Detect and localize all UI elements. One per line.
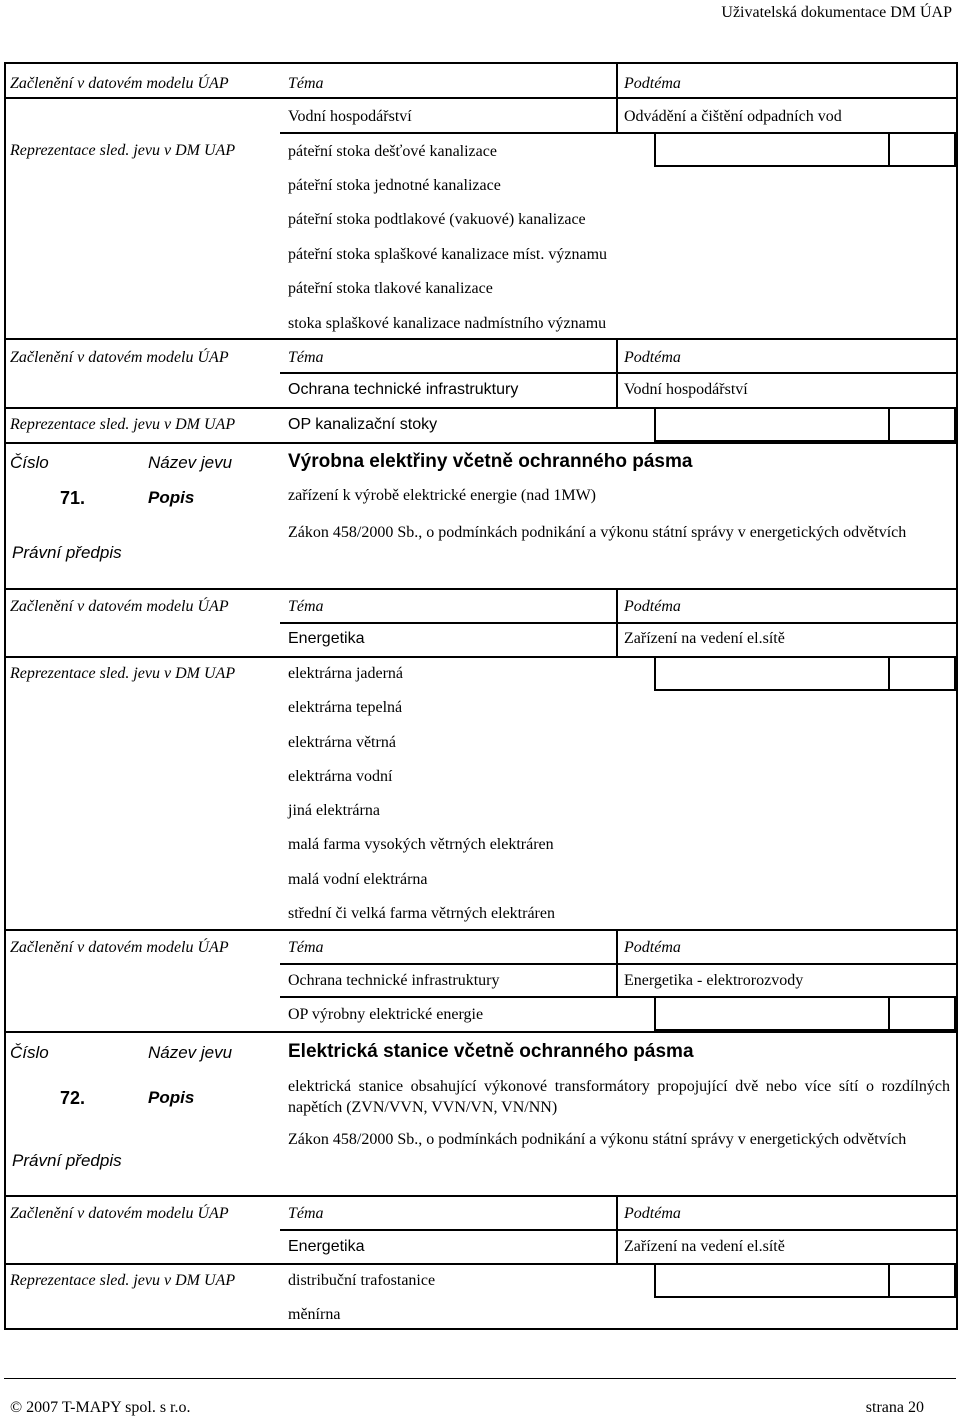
repr-item: elektrárna větrná [288,734,396,751]
row-divider [4,588,956,590]
tema-value: Ochrana technické infrastruktury [288,381,519,398]
podtema-label: Podtéma [624,598,681,615]
repr-item: elektrárna tepelná [288,699,403,716]
tema-label: Téma [288,75,324,92]
row-divider [4,1031,956,1033]
podtema-value: Zařízení na vedení el.sítě [624,1238,785,1255]
empty-cell [888,132,956,167]
jev-number: 72. [60,1088,86,1108]
repr-item: měnírna [288,1306,341,1323]
reprezentace-label: Reprezentace sled. jevu v DM UAP [10,665,236,682]
tema-label: Téma [288,939,324,956]
repr-item: malá vodní elektrárna [288,871,428,888]
podtema-label: Podtéma [624,75,681,92]
repr-item: páteřní stoka jednotné kanalizace [288,177,501,194]
tema-value: Vodní hospodářství [288,108,412,125]
row-divider [280,622,956,624]
repr-item: OP výrobny elektrické energie [288,1006,484,1023]
column-divider [616,1195,618,1265]
nazev-jevu-label: Název jevu [148,453,233,472]
repr-item: páteřní stoka splaškové kanalizace míst. významu [288,246,608,263]
footer-page-number: strana 20 [865,1399,924,1416]
reprezentace-label: Reprezentace sled. jevu v DM UAP [10,416,236,433]
popis-label: Popis [148,488,195,507]
row-divider [4,338,956,340]
repr-item: elektrárna jaderná [288,665,404,682]
zacleneni-label: Začlenění v datovém modelu ÚAP [10,1205,229,1222]
tema-label: Téma [288,349,324,366]
repr-item: střední či velká farma větrných elektráren [288,905,555,922]
tema-value: Ochrana technické infrastruktury [288,972,500,989]
row-divider [280,1229,956,1231]
repr-item: páteřní stoka podtlakové (vakuové) kanalizace [288,211,586,228]
podtema-label: Podtéma [624,349,681,366]
empty-cell [654,996,890,1031]
repr-item: OP kanalizační stoky [288,416,438,433]
jev-name: Výrobna elektřiny včetně ochranného pásma [288,451,693,472]
podtema-label: Podtéma [624,1205,681,1222]
empty-cell [654,132,890,167]
repr-item: distribuční trafostanice [288,1272,436,1289]
popis-value: zařízení k výrobě elektrické energie (nad 1MW) [288,487,596,504]
reprezentace-label: Reprezentace sled. jevu v DM UAP [10,1272,236,1289]
row-divider [4,929,956,931]
empty-cell [888,407,956,442]
jev-name: Elektrická stanice včetně ochranného pásma [288,1041,694,1062]
empty-cell [888,996,956,1031]
pravni-predpis-label: Právní předpis [12,1151,122,1170]
tema-value: Energetika [288,1238,365,1255]
pravni-predpis-value: Zákon 458/2000 Sb., o podmínkách podnikání a výkonu státní správy v energetických odvětvích [288,1131,907,1148]
row-divider [280,963,956,965]
empty-cell [888,1263,956,1298]
pravni-predpis-label: Právní předpis [12,543,122,562]
row-divider [280,372,956,374]
cislo-label: Číslo [10,1043,49,1062]
zacleneni-label: Začlenění v datovém modelu ÚAP [10,75,229,92]
row-divider [4,442,956,444]
repr-item: elektrárna vodní [288,768,393,785]
cislo-label: Číslo [10,453,49,472]
tema-label: Téma [288,598,324,615]
row-divider [4,97,956,99]
footer-copyright: © 2007 T-MAPY spol. s r.o. [10,1399,191,1416]
column-divider [616,588,618,658]
column-divider [616,338,618,409]
popis-label: Popis [148,1088,195,1107]
reprezentace-label: Reprezentace sled. jevu v DM UAP [10,142,236,159]
popis-value: elektrická stanice obsahující výkonové transformátory propojující dvě nebo více sítí o rozdílných napětích (ZVN/VVN, VVN/VN, VN/NN) [288,1078,950,1116]
podtema-value: Zařízení na vedení el.sítě [624,630,785,647]
repr-item: stoka splaškové kanalizace nadmístního významu [288,315,607,332]
repr-item: jiná elektrárna [288,802,380,819]
column-divider [616,929,618,998]
podtema-value: Vodní hospodářství [624,381,748,398]
empty-cell [654,656,890,691]
repr-item: páteřní stoka dešťové kanalizace [288,143,497,160]
empty-cell [888,656,956,691]
tema-label: Téma [288,1205,324,1222]
podtema-value: Energetika - elektrorozvody [624,972,804,989]
podtema-label: Podtéma [624,939,681,956]
podtema-value: Odvádění a čištění odpadních vod [624,108,842,125]
repr-item: páteřní stoka tlakové kanalizace [288,280,493,297]
empty-cell [654,407,890,442]
document-header-title: Uživatelská dokumentace DM ÚAP [721,4,952,21]
zacleneni-label: Začlenění v datovém modelu ÚAP [10,598,229,615]
zacleneni-label: Začlenění v datovém modelu ÚAP [10,939,229,956]
zacleneni-label: Začlenění v datovém modelu ÚAP [10,349,229,366]
pravni-predpis-value: Zákon 458/2000 Sb., o podmínkách podnikání a výkonu státní správy v energetických odvětvích [288,524,907,541]
empty-cell [654,1263,890,1298]
nazev-jevu-label: Název jevu [148,1043,233,1062]
jev-number: 71. [60,488,86,508]
repr-item: malá farma vysokých větrných elektráren [288,836,554,853]
tema-value: Energetika [288,630,365,647]
row-divider [4,1195,956,1197]
column-divider [616,62,618,134]
footer-rule [4,1378,956,1379]
